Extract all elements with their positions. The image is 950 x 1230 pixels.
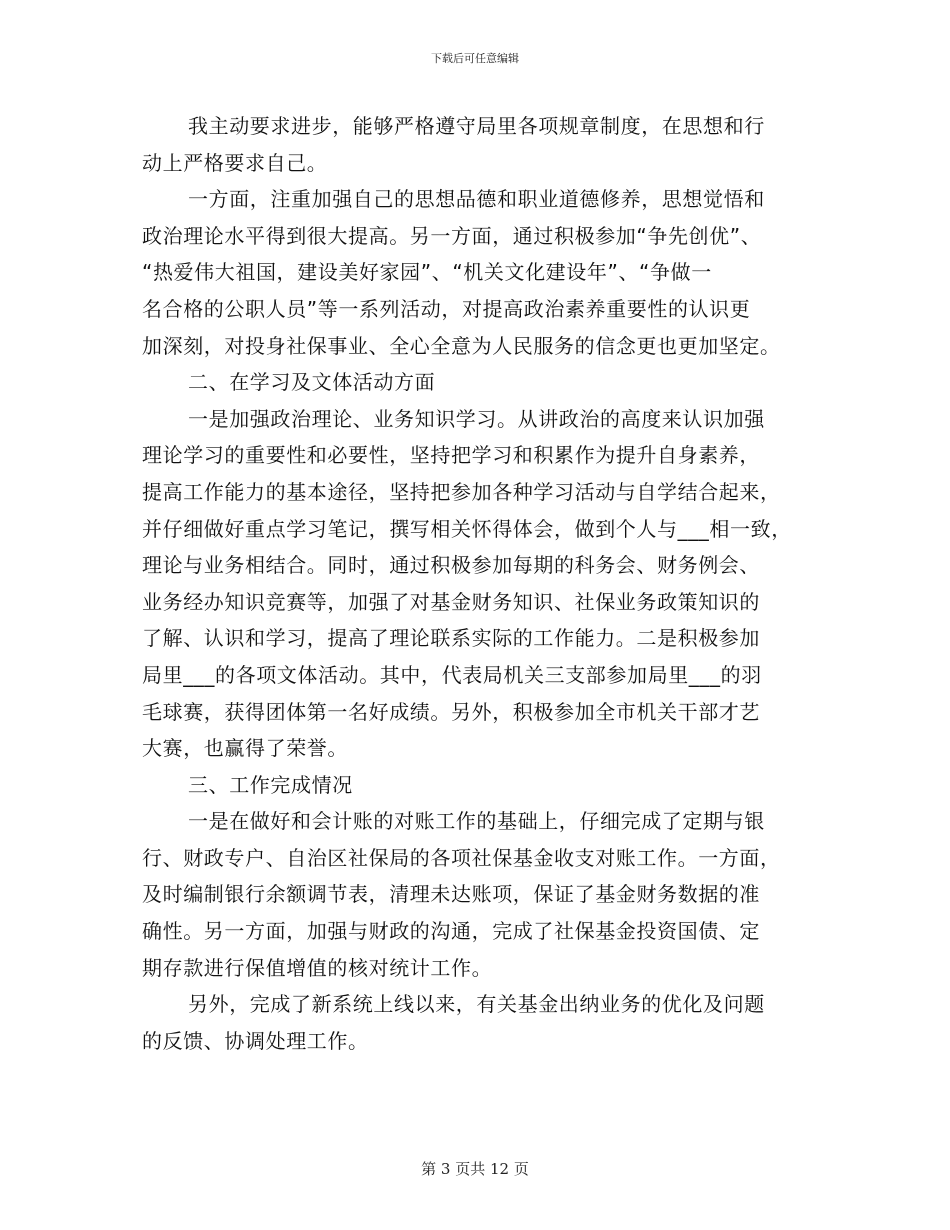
text-line: 一是在做好和会计账的对账工作的基础上，仔细完成了定期与银 [188,809,765,834]
text-line: 加深刻，对投身社保事业、全心全意为人民服务的信念更也更加坚定。 [142,333,781,358]
document-body [142,108,822,1059]
page-header: 下载后可任意编辑 [431,52,519,65]
text-line: 并仔细做好重点学习笔记，撰写相关怀得体会，做到个人与___相一致， [142,516,792,541]
text-line: 业务经办知识竞赛等，加强了对基金财务知识、社保业务政策知识的 [142,589,760,614]
text-line: 动上严格要求自己。 [142,150,328,175]
text-line: 及时编制银行余额调节表，清理未达账项，保证了基金财务数据的准 [142,882,760,907]
text-line: 的反馈、协调处理工作。 [142,1028,369,1053]
text-line: 政治理论水平得到很大提高。另一方面，通过积极参加“争先创优”、 [142,223,762,248]
text-line: 三、工作完成情况 [188,772,353,797]
text-line: 名合格的公职人员”等一系列活动，对提高政治素养重要性的认识更 [142,296,751,321]
text-line: 一是加强政治理论、业务知识学习。从讲政治的高度来认识加强 [188,406,765,431]
text-line: 一方面，注重加强自己的思想品德和职业道德修养，思想觉悟和 [188,187,765,212]
text-line: 二、在学习及文体活动方面 [188,370,436,395]
text-line: 毛球赛，获得团体第一名好成绩。另外，积极参加全市机关干部才艺 [142,699,760,724]
text-line: 理论学习的重要性和必要性，坚持把学习和积累作为提升自身素养， [142,443,760,468]
text-line: 了解、认识和学习，提高了理论联系实际的工作能力。二是积极参加 [142,626,760,651]
text-line: 提高工作能力的基本途径，坚持把参加各种学习活动与自学结合起来， [142,479,781,504]
text-line: 理论与业务相结合。同时，通过积极参加每期的科务会、财务例会、 [142,553,760,578]
text-line: 我主动要求进步，能够严格遵守局里各项规章制度，在思想和行 [188,114,765,138]
text-line: 另外，完成了新系统上线以来，有关基金出纳业务的优化及问题 [188,992,765,1017]
text-line: 大赛，也赢得了荣誉。 [142,736,348,761]
text-line: 期存款进行保值增值的核对统计工作。 [142,955,493,980]
text-line: 局里___的各项文体活动。其中，代表局机关三支部参加局里___的羽 [142,662,762,687]
text-line: “热爱伟大祖国，建设美好家园”、“机关文化建设年”、“争做一 [142,260,712,285]
text-line: 确性。另一方面，加强与财政的沟通，完成了社保基金投资国债、定 [142,919,760,944]
text-line: 行、财政专户、自治区社保局的各项社保基金收支对账工作。一方面， [142,845,781,870]
page-number: 第 3 页共 12 页 [421,1160,529,1178]
